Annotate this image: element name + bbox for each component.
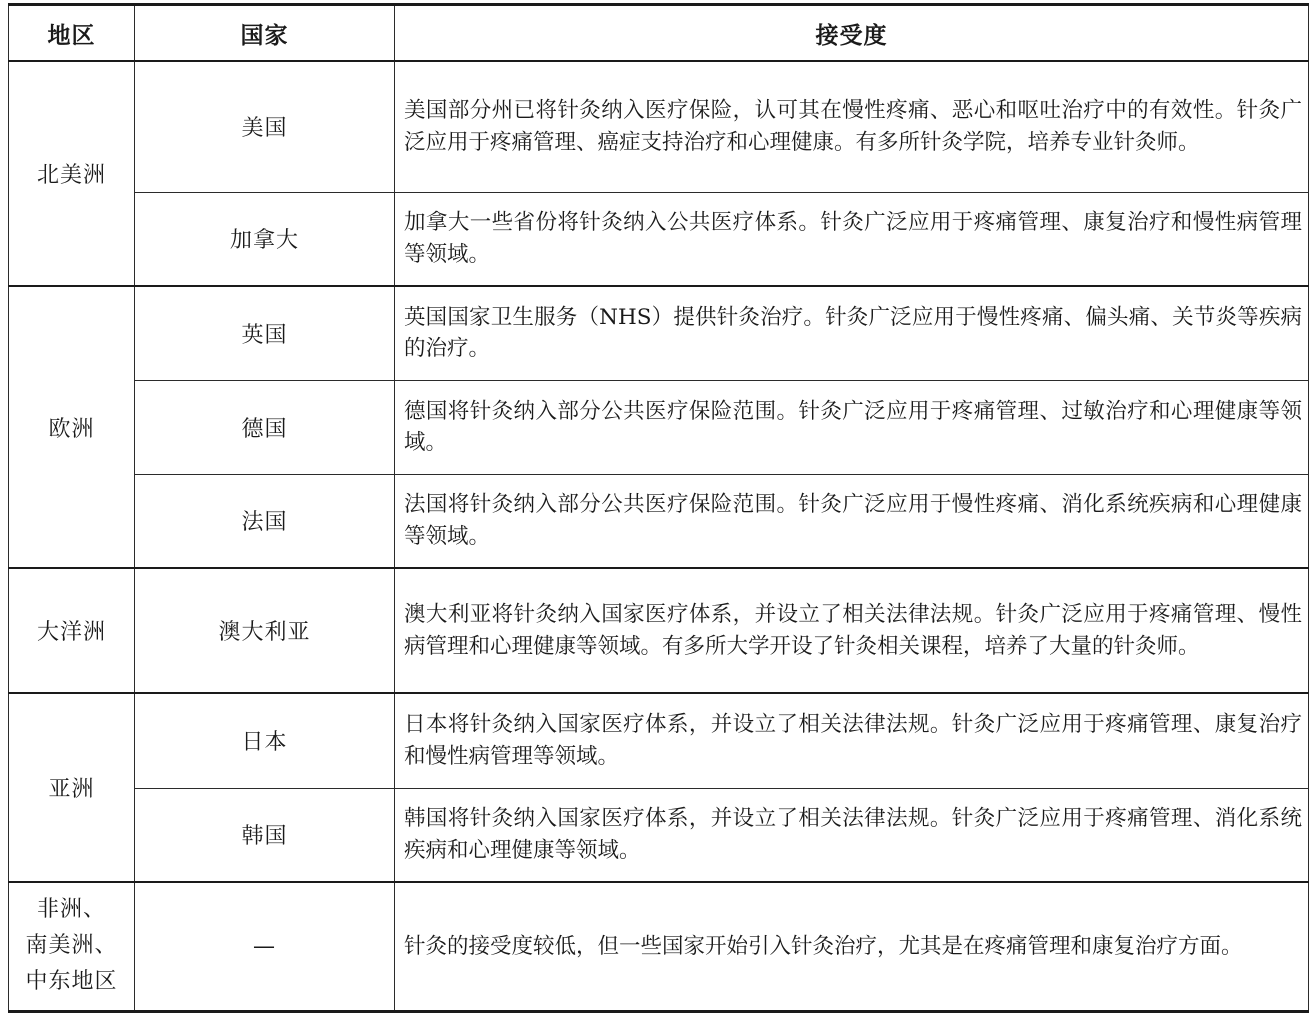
region-other-line: 非洲、	[36, 897, 106, 923]
header-acceptance: 接受度	[395, 5, 1309, 62]
country-cell: 韩国	[135, 788, 395, 882]
header-row	[9, 5, 1309, 62]
acceptance-cell: 英国国家卫生服务（NHS）提供针灸治疗。针灸广泛应用于慢性疼痛、偏头痛、关节炎等疾病的治疗。	[395, 286, 1309, 380]
acceptance-cell: 加拿大一些省份将针灸纳入公共医疗体系。针灸广泛应用于疼痛管理、康复治疗和慢性病管理等领域。	[395, 192, 1309, 286]
header-country: 国家	[135, 5, 395, 62]
country-cell: 德国	[135, 380, 395, 474]
acceptance-cell: 美国部分州已将针灸纳入医疗保险，认可其在慢性疼痛、恶心和呕吐治疗中的有效性。针灸广泛应用于疼痛管理、癌症支持治疗和心理健康。有多所针灸学院，培养专业针灸师。	[395, 61, 1309, 192]
region-europe: 欧洲	[9, 286, 135, 568]
region-other	[9, 882, 135, 1011]
acceptance-cell: 澳大利亚将针灸纳入国家医疗体系，并设立了相关法律法规。针灸广泛应用于疼痛管理、慢性病管理和心理健康等领域。有多所大学开设了针灸相关课程，培养了大量的针灸师。	[395, 568, 1309, 693]
table-row	[9, 380, 1309, 474]
acceptance-cell: 日本将针灸纳入国家医疗体系，并设立了相关法律法规。针灸广泛应用于疼痛管理、康复治疗和慢性病管理等领域。	[395, 693, 1309, 788]
country-cell: 英国	[135, 286, 395, 380]
region-north-america: 北美洲	[9, 61, 135, 286]
table-row	[9, 693, 1309, 788]
country-cell: 加拿大	[135, 192, 395, 286]
region-asia: 亚洲	[9, 693, 135, 882]
table-row	[9, 568, 1309, 693]
country-cell: 美国	[135, 61, 395, 192]
acceptance-cell: 针灸的接受度较低，但一些国家开始引入针灸治疗，尤其是在疼痛管理和康复治疗方面。	[395, 882, 1309, 1011]
acceptance-cell: 德国将针灸纳入部分公共医疗保险范围。针灸广泛应用于疼痛管理、过敏治疗和心理健康等领域。	[395, 380, 1309, 474]
country-cell: 澳大利亚	[135, 568, 395, 693]
acupuncture-acceptance-table	[8, 3, 1309, 1013]
region-other-line: 中东地区	[25, 969, 118, 995]
table-row	[9, 286, 1309, 380]
table-row	[9, 61, 1309, 192]
country-cell: —	[135, 882, 395, 1011]
acceptance-cell: 法国将针灸纳入部分公共医疗保险范围。针灸广泛应用于慢性疼痛、消化系统疾病和心理健康等领域。	[395, 474, 1309, 568]
region-oceania: 大洋洲	[9, 568, 135, 693]
header-region: 地区	[9, 5, 135, 62]
table-row	[9, 192, 1309, 286]
table-row	[9, 474, 1309, 568]
table-row	[9, 788, 1309, 882]
table-row	[9, 882, 1309, 1011]
acceptance-cell: 韩国将针灸纳入国家医疗体系，并设立了相关法律法规。针灸广泛应用于疼痛管理、消化系统疾病和心理健康等领域。	[395, 788, 1309, 882]
region-other-line: 南美洲、	[25, 933, 118, 959]
country-cell: 法国	[135, 474, 395, 568]
country-cell: 日本	[135, 693, 395, 788]
